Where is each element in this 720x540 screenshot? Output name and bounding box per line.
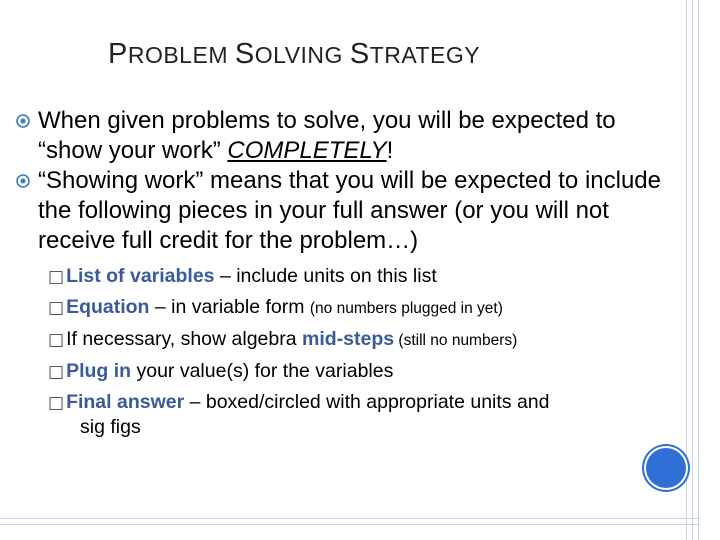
frame-line [698, 0, 699, 540]
checkbox-square-icon: □ [48, 330, 65, 350]
checkbox-square-icon: □ [48, 298, 65, 318]
sub-bullet-item: □ Plug in your value(s) for the variables [48, 360, 394, 382]
frame-line [692, 0, 693, 540]
bullet-circle-icon [16, 174, 30, 188]
sub-bullet-item: □ If necessary, show algebra mid-steps (still no numbers) [48, 328, 518, 350]
bullet-list [16, 106, 686, 445]
bullet-circle-icon [16, 114, 30, 128]
bullet-item: When given problems to solve, you will be expected to “show your work” COMPLETELY! [16, 106, 686, 166]
bullet-item: “Showing work” means that you will be expected to include the following pieces in your full answer (or you will not receive full credit for the problem…) [16, 166, 686, 256]
sub-bullet-list [16, 264, 686, 439]
checkbox-square-icon: □ [48, 362, 65, 382]
slide-title: PROBLEM SOLVING STRATEGY [108, 38, 481, 70]
checkbox-square-icon: □ [48, 393, 65, 413]
frame-line [0, 518, 700, 519]
sub-bullet-item: □ Equation – in variable form (no numbers plugged in yet) [48, 296, 503, 318]
frame-line [0, 524, 700, 525]
checkbox-square-icon: □ [48, 267, 65, 287]
sub-bullet-item: □ Final answer – boxed/circled with appropriate units and sig figs [48, 390, 686, 439]
sub-bullet-continuation: sig figs [80, 416, 141, 438]
decorative-circle [646, 448, 686, 488]
sub-bullet-item: □ List of variables – include units on this list [48, 265, 437, 287]
frame-line [686, 0, 687, 540]
